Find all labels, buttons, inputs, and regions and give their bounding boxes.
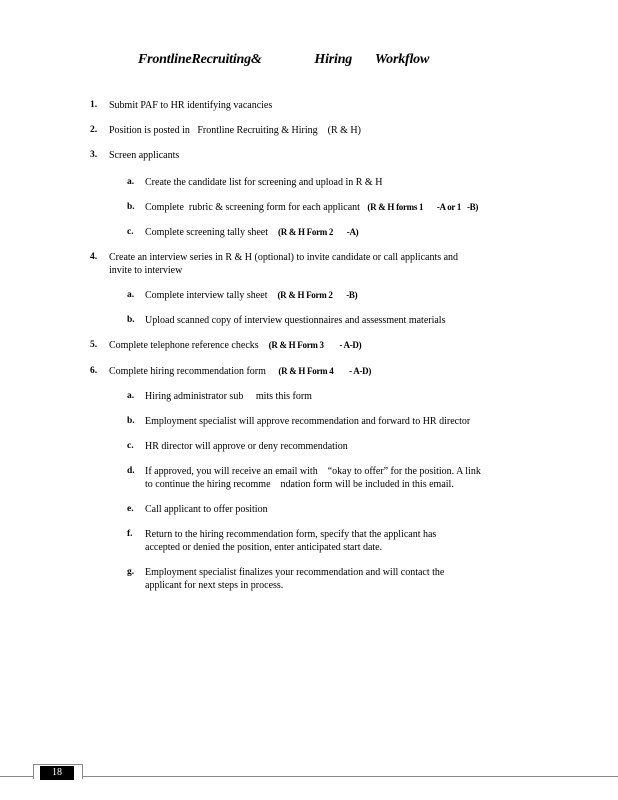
item-text: Call applicant to offer position [145, 504, 268, 515]
form-reference: (R & H forms 1 -A or 1 -B) [367, 202, 479, 212]
item-text-line2: to continue the hiring recomme ndation form will be included in this email. [145, 479, 454, 490]
item-text [145, 289, 357, 302]
item-text [145, 226, 358, 239]
item-text: Create the candidate list for screening and upload in R & H [145, 177, 383, 188]
item-number: 5. [90, 340, 98, 350]
item-text-line2: applicant for next steps in process. [145, 580, 284, 591]
item-text-main: Complete interview tally sheet [145, 290, 278, 301]
item-text [145, 201, 478, 214]
form-reference: (R & H Form 3 - A-D) [268, 340, 362, 350]
item-letter: a. [127, 290, 135, 300]
item-number: 3. [90, 150, 98, 160]
form-reference: (R & H Form 2 -A) [278, 227, 359, 237]
item-letter: c. [127, 227, 134, 237]
page-number: 18 [40, 766, 74, 780]
item-letter: b. [127, 202, 135, 212]
item-letter: a. [127, 391, 135, 401]
item-text: Upload scanned copy of interview questionnaires and assessment materials [145, 315, 446, 326]
item-letter: b. [127, 416, 135, 426]
item-letter: e. [127, 504, 134, 514]
footer-divider [0, 776, 618, 777]
item-number: 6. [90, 366, 98, 376]
item-text-line2: accepted or denied the position, enter anticipated start date. [145, 542, 383, 553]
item-number: 4. [90, 252, 98, 262]
item-number: 1. [90, 100, 98, 110]
item-text-line1: Return to the hiring recommendation form, specify that the applicant has [145, 529, 437, 540]
page-title: FrontlineRecruiting& Hiring Workflow [138, 52, 430, 67]
item-text [109, 365, 371, 378]
item-text: Hiring administrator sub mits this form [145, 391, 312, 402]
item-text [109, 339, 361, 352]
item-text-line1: Employment specialist finalizes your recommendation and will contact the [145, 567, 445, 578]
item-text: Screen applicants [109, 150, 180, 161]
item-text-line2: invite to interview [109, 265, 183, 276]
item-text-line1: If approved, you will receive an email with “okay to offer” for the position. A link [145, 466, 481, 477]
item-letter: f. [127, 529, 133, 539]
item-letter: c. [127, 441, 134, 451]
item-text-main: Complete hiring recommendation form [109, 366, 279, 377]
item-letter: b. [127, 315, 135, 325]
item-text-main: Complete screening tally sheet [145, 227, 279, 238]
item-text: Position is posted in Frontline Recruiting & Hiring (R & H) [109, 125, 361, 136]
item-letter: d. [127, 466, 135, 476]
item-text-main: Complete telephone reference checks [109, 340, 269, 351]
item-number: 2. [90, 125, 98, 135]
item-text-line1: Create an interview series in R & H (optional) to invite candidate or call applicants and [109, 252, 459, 263]
item-letter: a. [127, 177, 135, 187]
item-letter: g. [127, 567, 135, 577]
item-text: Employment specialist will approve recommendation and forward to HR director [145, 416, 471, 427]
form-reference: (R & H Form 2 -B) [277, 290, 358, 300]
form-reference: (R & H Form 4 - A-D) [278, 366, 372, 376]
item-text: Submit PAF to HR identifying vacancies [109, 100, 273, 111]
item-text-main: Complete rubric & screening form for each applicant [145, 202, 368, 213]
item-text: HR director will approve or deny recommendation [145, 441, 348, 452]
